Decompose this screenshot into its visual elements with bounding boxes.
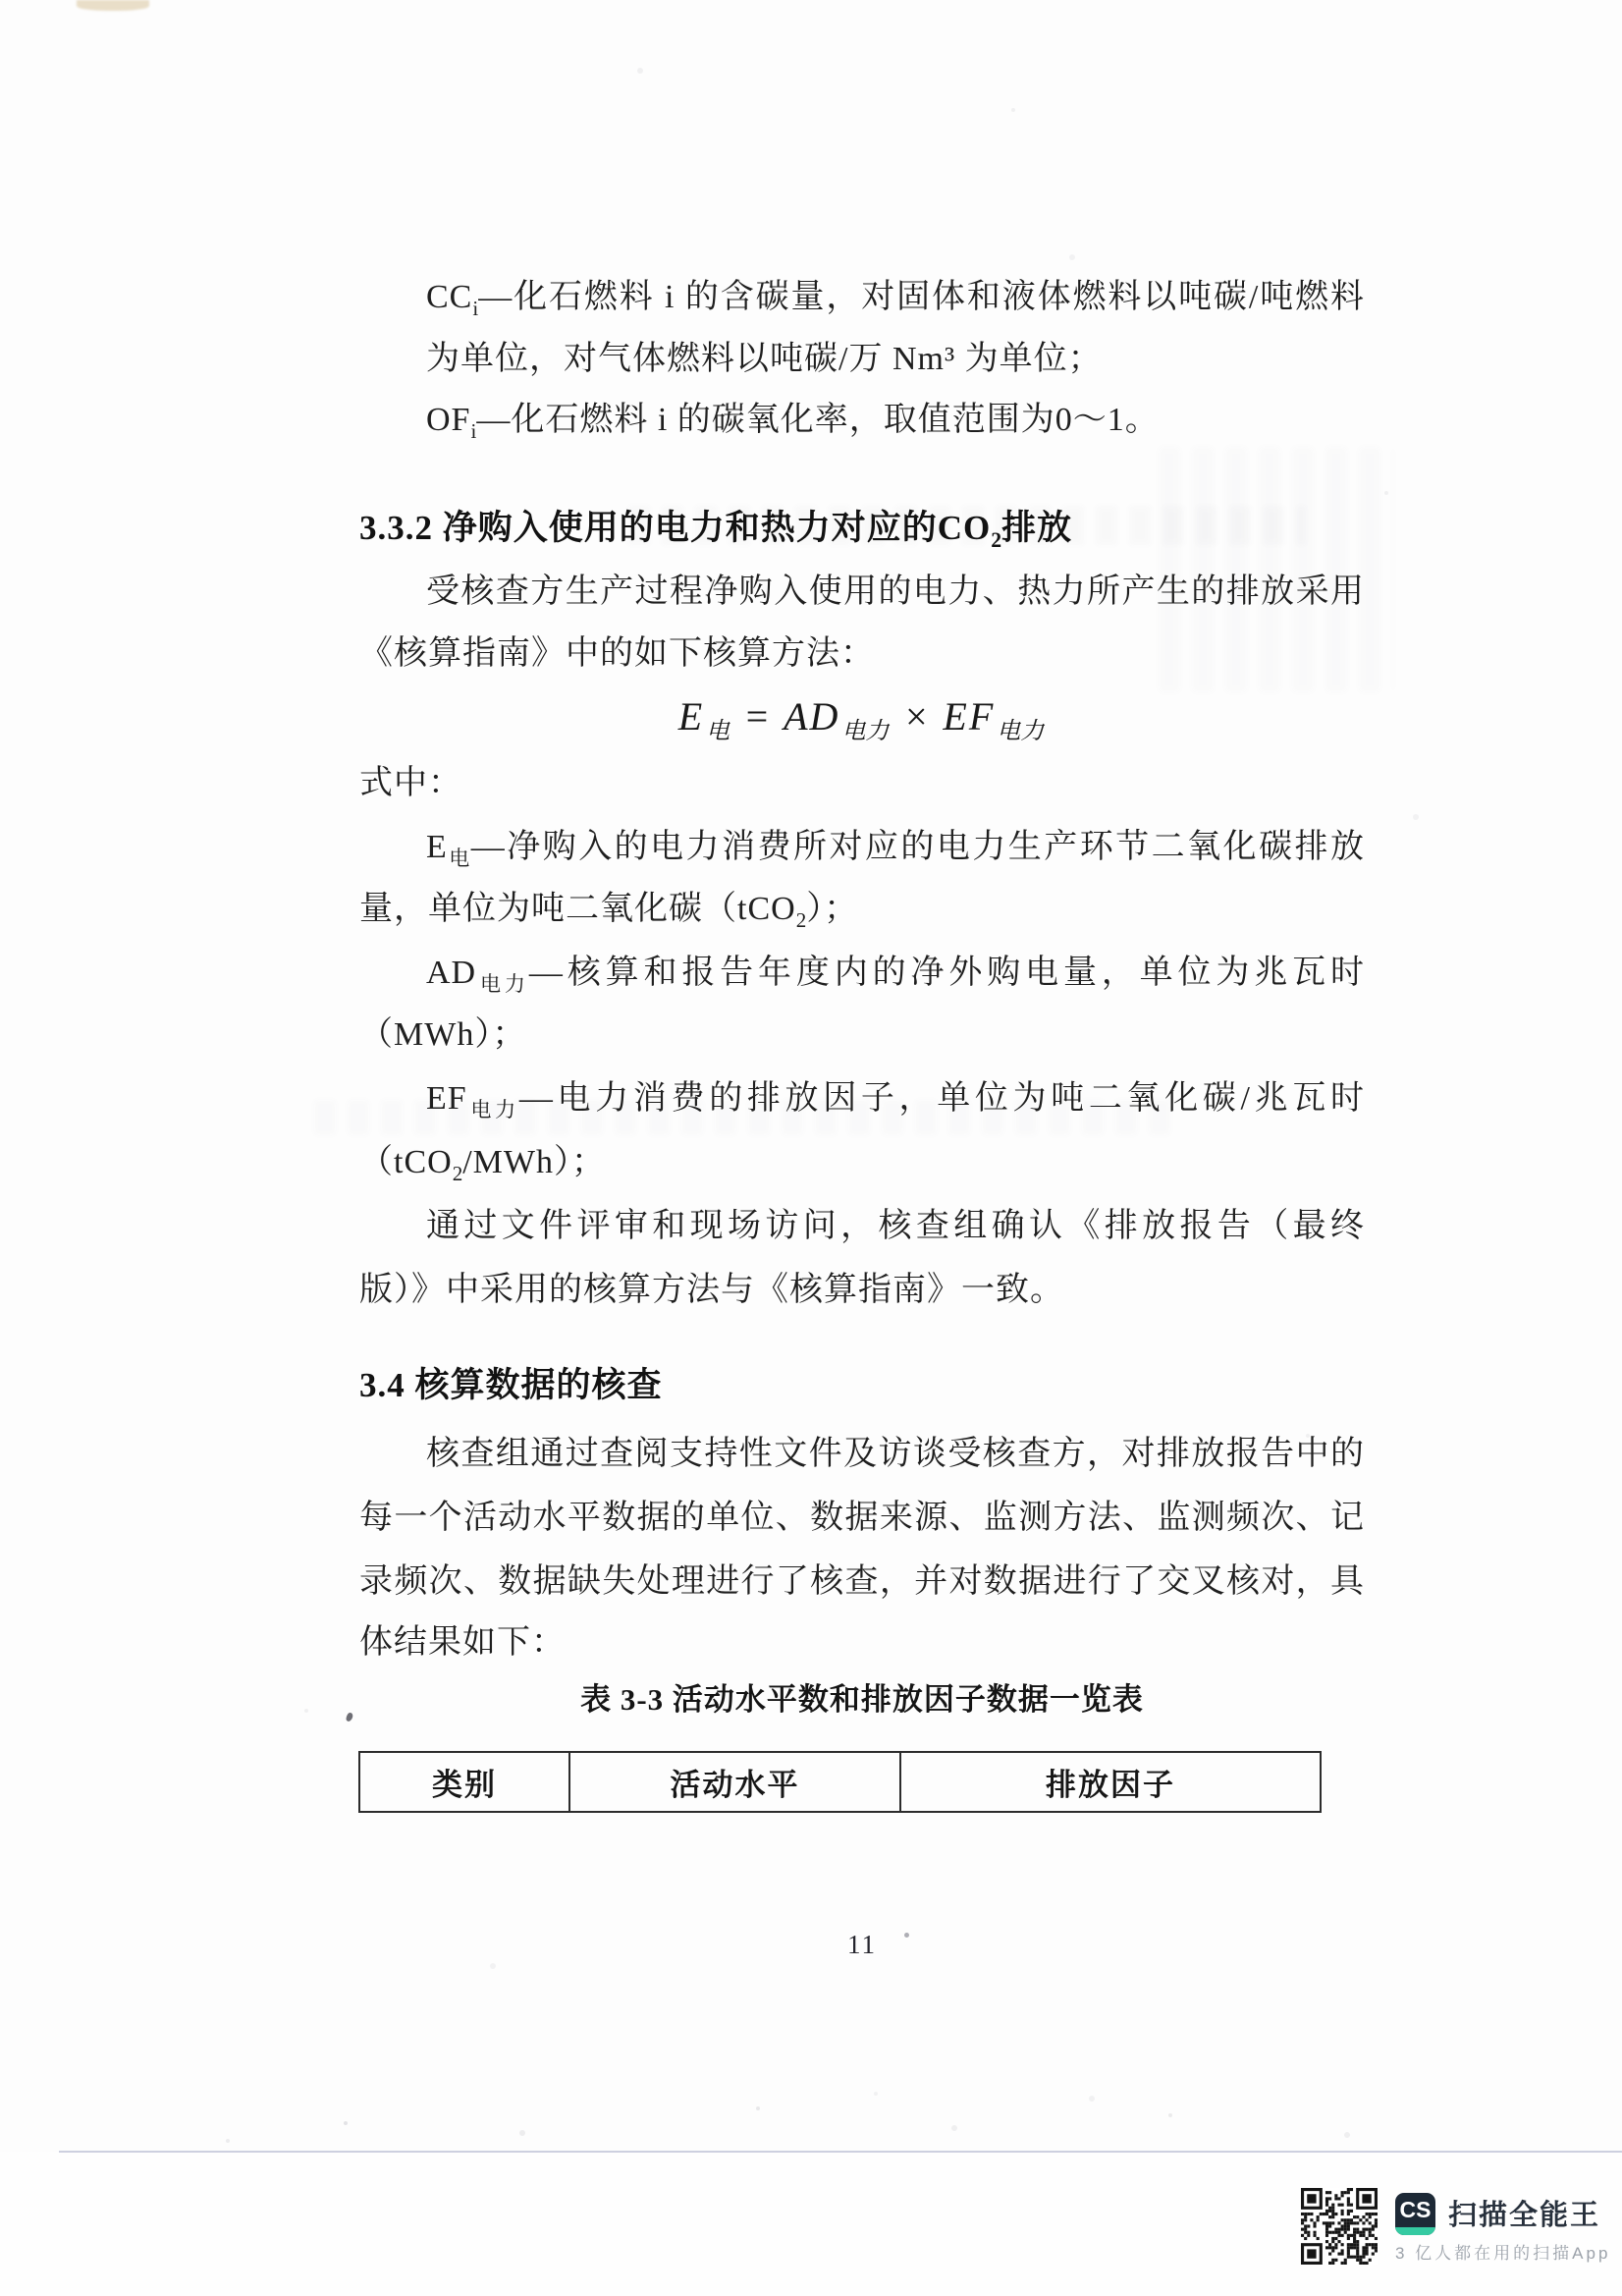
table-header-row (359, 1752, 1321, 1812)
scan-noise-speckles (344, 2121, 348, 2125)
page-number: 11 (847, 1930, 877, 1959)
activity-data-table (358, 1751, 1322, 1813)
camscanner-logo-icon (1395, 2193, 1435, 2235)
section-heading-3-3-2: 3.3.2 净购入使用的电力和热力对应的$CO_2$排放 (359, 509, 1073, 552)
body-line-ef-definition-cont: （tCO$_2$/MWh）； (359, 1144, 607, 1185)
body-line: 每一个活动水平数据的单位、数据来源、监测方法、监测频次、记 (359, 1500, 1365, 1536)
table-caption: 表 3-3 活动水平数和排放因子数据一览表 (580, 1682, 1144, 1717)
body-line-e-definition: $E_电—$净购入的电力消费所对应的电力生产环节二氧化碳排放 (426, 829, 1366, 870)
camscanner-logo-accent-bar (1395, 2227, 1435, 2235)
camscanner-tagline: 3 亿人都在用的扫描App (1395, 2244, 1611, 2263)
section-heading-3-4: 3.4 核算数据的核查 (359, 1366, 663, 1404)
body-line: 《核算指南》中的如下核算方法： (359, 635, 875, 672)
body-line: 体结果如下： (359, 1624, 566, 1661)
body-line-ad-definition-cont: （MWh）； (359, 1016, 527, 1053)
qr-code-icon (1301, 2188, 1378, 2265)
body-line-cc-definition: $CC_i—$化石燃料 i 的含碳量，对固体和液体燃料以吨碳/吨燃料 (426, 279, 1365, 320)
emission-formula: $E_电 = AD_{电力} \times EF_{电力}$ (677, 694, 1045, 744)
table-header-category: 类别 (359, 1752, 569, 1812)
body-line-ef-definition: $EF_{电力}—$电力消费的排放因子，单位为吨二氧化碳/兆瓦时 (426, 1080, 1366, 1121)
body-line-of-definition: $OF_i—$化石燃料 i 的碳氧化率，取值范围为0～1。 (426, 402, 1160, 443)
body-line: 受核查方生产过程净购入使用的电力、热力所产生的排放采用 (426, 574, 1365, 610)
camscanner-logo-text: CS (1399, 2197, 1432, 2222)
body-line-cc-definition-cont: 为单位，对气体燃料以吨碳/万 Nm³ 为单位； (426, 341, 1103, 377)
body-line-ad-definition: $AD_{电力}—$核算和报告年度内的净外购电量，单位为兆瓦时 (426, 955, 1366, 996)
footer-divider (59, 2151, 1622, 2153)
body-line: 录频次、数据缺失处理进行了核查，并对数据进行了交叉核对，具 (359, 1563, 1365, 1600)
body-line: 版）》中采用的核算方法与《核算指南》一致。 (359, 1272, 1064, 1308)
table-header-emission-factor: 排放因子 (900, 1752, 1321, 1812)
scan-smudge-artifact (77, 0, 149, 11)
table-header-activity-level: 活动水平 (569, 1752, 900, 1812)
body-line: 通过文件评审和现场访问，核查组确认《排放报告（最终 (426, 1208, 1365, 1244)
body-line: 核查组通过查阅支持性文件及访谈受核查方，对排放报告中的 (426, 1436, 1365, 1472)
camscanner-brand-name: 扫描全能王 (1448, 2200, 1601, 2231)
formula-where-label: 式中： (359, 765, 462, 801)
stray-ink-mark (346, 1712, 353, 1722)
body-line-e-definition-cont: 量，单位为吨二氧化碳（tCO$_2$）； (359, 891, 859, 932)
